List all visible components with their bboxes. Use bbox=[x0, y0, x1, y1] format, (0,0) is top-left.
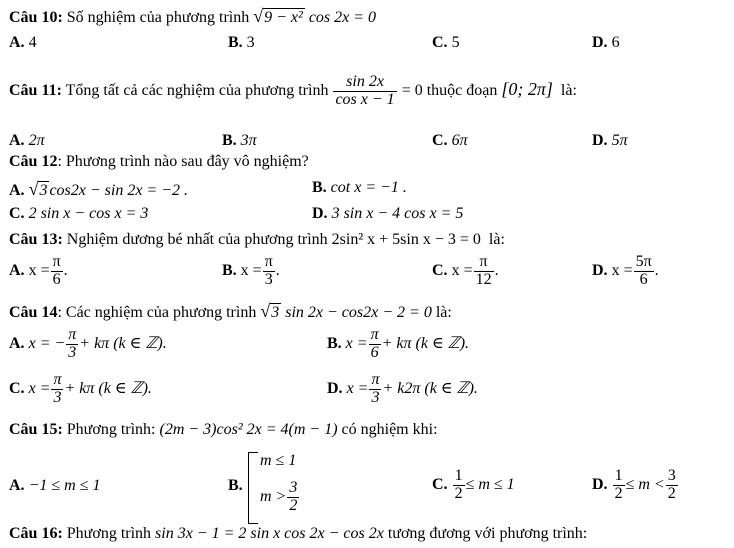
question-label: Câu 14 bbox=[9, 304, 58, 321]
answer-letter: A. bbox=[9, 261, 25, 279]
fraction bbox=[287, 480, 299, 515]
fraction bbox=[453, 468, 465, 503]
answer-pre: x = bbox=[611, 261, 633, 279]
answer-letter: B. bbox=[312, 179, 327, 196]
answer-d bbox=[592, 133, 628, 149]
fraction-denominator: 3 bbox=[53, 388, 62, 406]
equation: (2m − 3)cos² 2x = 4(m − 1) bbox=[159, 421, 338, 438]
answer-letter: A. bbox=[9, 34, 25, 51]
answer-letter: A. bbox=[9, 182, 25, 199]
fraction-numerator: 3 bbox=[667, 467, 676, 484]
answer-letter: D. bbox=[592, 132, 608, 149]
question-text-2: có nghiệm khi: bbox=[341, 421, 438, 438]
fraction bbox=[51, 372, 63, 407]
answer-b bbox=[228, 35, 255, 51]
answer-c bbox=[9, 372, 152, 407]
fraction-denominator: cos x − 1 bbox=[335, 90, 395, 108]
radicand: 9 − x² bbox=[264, 9, 303, 26]
answer-value bbox=[345, 326, 470, 361]
answer-letter: A. bbox=[9, 477, 25, 494]
fraction-numerator: π bbox=[371, 371, 380, 388]
answer-value: 6π bbox=[451, 132, 468, 149]
answer-c bbox=[432, 254, 499, 289]
system-bracket bbox=[248, 452, 258, 524]
answer-letter: D. bbox=[327, 379, 343, 397]
answer-c bbox=[432, 468, 515, 503]
answer-d bbox=[327, 372, 478, 407]
question-label: Câu 13: bbox=[9, 231, 63, 248]
fraction-denominator: 6 bbox=[639, 270, 648, 288]
answer-value bbox=[28, 371, 152, 406]
question-text: Phương trình bbox=[66, 525, 152, 542]
answer-value: 3 bbox=[246, 34, 255, 51]
fraction-denominator: 2 bbox=[667, 484, 676, 502]
question-15 bbox=[9, 422, 438, 438]
answer-pre: x = bbox=[451, 261, 473, 279]
equation bbox=[253, 6, 377, 26]
equation-tail: cos 2x = 0 bbox=[308, 9, 377, 26]
answer-letter: B. bbox=[222, 132, 237, 149]
answer-pre: x = bbox=[240, 261, 262, 279]
answer-post: . bbox=[654, 261, 659, 279]
fraction bbox=[634, 254, 654, 289]
question-text-2: tương đương với phương trình: bbox=[387, 525, 588, 542]
fraction-numerator: π bbox=[53, 371, 62, 388]
question-text-2: thuộc đoạn bbox=[426, 81, 498, 99]
fraction-denominator: 6 bbox=[370, 343, 379, 361]
sqrt-symbol: √ bbox=[260, 301, 271, 321]
fraction-denominator: 3 bbox=[68, 343, 77, 361]
answer-value: 5π bbox=[611, 132, 628, 149]
answer-d bbox=[592, 35, 620, 51]
question-text-2: là: bbox=[435, 304, 452, 321]
question-text: Nghiệm dương bé nhất của phương trình bbox=[66, 231, 328, 248]
answer-b bbox=[222, 254, 280, 289]
answer-letter: D. bbox=[312, 205, 328, 222]
fraction-numerator: π bbox=[52, 253, 61, 270]
answer-value: 2 sin x − cos x = 3 bbox=[28, 205, 149, 222]
answer-value: −1 ≤ m ≤ 1 bbox=[28, 477, 101, 494]
fraction-denominator: 12 bbox=[475, 270, 492, 288]
answer-c bbox=[432, 133, 468, 149]
fraction-denominator: 2 bbox=[289, 496, 298, 514]
answer-post: + k2π (k ∈ ℤ). bbox=[382, 379, 478, 397]
answer-d bbox=[592, 254, 659, 289]
fraction-numerator: π bbox=[264, 253, 273, 270]
fraction bbox=[474, 254, 494, 289]
equation-rest: sin 2x − cos2x − 2 = 0 bbox=[285, 304, 432, 321]
fraction bbox=[51, 254, 63, 289]
fraction-numerator: π bbox=[474, 254, 494, 272]
answer-letter: A. bbox=[9, 132, 25, 149]
fraction bbox=[333, 74, 396, 109]
question-label: Câu 11: bbox=[9, 81, 62, 99]
answer-rest: cos2x − sin 2x = −2 . bbox=[49, 182, 189, 199]
question-text: Số nghiệm của phương trình bbox=[66, 9, 250, 26]
answer-letter: D. bbox=[592, 475, 608, 493]
answer-b bbox=[327, 327, 469, 362]
answer-letter: D. bbox=[592, 34, 608, 51]
fraction-numerator: π bbox=[370, 326, 379, 343]
system-row-2 bbox=[260, 480, 300, 515]
answer-d bbox=[312, 206, 463, 222]
question-14 bbox=[9, 302, 452, 321]
answer-pre: x = bbox=[345, 334, 368, 352]
fraction bbox=[369, 372, 381, 407]
fraction-denominator: 6 bbox=[52, 270, 61, 288]
answer-letter: D. bbox=[592, 261, 608, 279]
answer-c bbox=[9, 206, 148, 222]
answer-a bbox=[9, 478, 100, 494]
question-label: Câu 16: bbox=[9, 525, 63, 542]
interval: [0; 2π] bbox=[501, 78, 553, 99]
question-12 bbox=[9, 154, 309, 170]
equation: sin 3x − 1 = 2 sin x cos 2x − cos 2x bbox=[155, 525, 384, 542]
fraction-numerator: 3 bbox=[289, 479, 298, 496]
answer-b-letter: B. bbox=[228, 477, 243, 494]
answer-post: ≤ m ≤ 1 bbox=[465, 475, 515, 493]
fraction-denominator: 3 bbox=[371, 388, 380, 406]
answer-value: 6 bbox=[611, 34, 620, 51]
fraction-numerator: 1 bbox=[454, 467, 463, 484]
question-text: Phương trình: bbox=[66, 421, 156, 438]
fraction-denominator: 2 bbox=[614, 484, 623, 502]
question-text: : Phương trình nào sau đây vô nghiệm? bbox=[57, 153, 309, 170]
question-label: Câu 15: bbox=[9, 421, 63, 438]
fraction-numerator: 5π bbox=[635, 253, 652, 270]
answer-value bbox=[28, 179, 189, 199]
answer-letter: C. bbox=[9, 205, 25, 222]
answer-letter: B. bbox=[222, 261, 237, 279]
answer-a bbox=[9, 327, 167, 362]
answer-post: . bbox=[63, 261, 68, 279]
answer-pre: x = bbox=[28, 379, 51, 397]
answer-b bbox=[312, 180, 407, 196]
question-label: Câu 12 bbox=[9, 153, 58, 170]
answer-letter: C. bbox=[432, 132, 448, 149]
fraction bbox=[66, 327, 78, 362]
answer-post: . bbox=[275, 261, 280, 279]
fraction bbox=[369, 327, 381, 362]
answer-post: + kπ (k ∈ ℤ). bbox=[79, 334, 167, 352]
answer-pre: x = − bbox=[28, 334, 66, 352]
answer-letter: C. bbox=[432, 475, 448, 493]
answer-post: + kπ (k ∈ ℤ). bbox=[64, 379, 152, 397]
question-text: Tổng tất cả các nghiệm của phương trình bbox=[65, 81, 329, 99]
radicand: 3 bbox=[271, 304, 280, 321]
fraction-numerator: sin 2x bbox=[333, 74, 396, 92]
equation-tail: = 0 bbox=[401, 81, 423, 99]
answer-mid: ≤ m < bbox=[625, 475, 665, 493]
radicand: 3 bbox=[39, 182, 48, 199]
question-text-2: là: bbox=[488, 231, 505, 248]
answer-letter: C. bbox=[432, 261, 448, 279]
answer-d bbox=[592, 468, 679, 503]
answer-letter: C. bbox=[432, 34, 448, 51]
question-label: Câu 10: bbox=[9, 9, 63, 26]
answer-letter: C. bbox=[9, 379, 25, 397]
answer-b bbox=[222, 133, 257, 149]
row-pre: m > bbox=[260, 487, 287, 505]
answer-value: cot x = −1 . bbox=[330, 179, 407, 196]
answer-a bbox=[9, 254, 68, 289]
answer-value: 2π bbox=[28, 132, 45, 149]
answer-c bbox=[432, 35, 460, 51]
question-text: : Các nghiệm của phương trình bbox=[57, 304, 257, 321]
answer-value bbox=[346, 371, 478, 406]
fraction-numerator: π bbox=[68, 326, 77, 343]
answer-a bbox=[9, 180, 188, 199]
equation: 2sin² x + 5sin x − 3 = 0 bbox=[331, 231, 481, 248]
question-10 bbox=[9, 7, 376, 26]
answer-pre: x = bbox=[346, 379, 369, 397]
answer-a bbox=[9, 35, 37, 51]
answer-pre: x = bbox=[28, 261, 50, 279]
answer-value: 3 sin x − 4 cos x = 5 bbox=[331, 205, 464, 222]
equation bbox=[260, 301, 432, 321]
sqrt-symbol: √ bbox=[253, 6, 264, 26]
fraction-2 bbox=[666, 468, 678, 503]
question-13 bbox=[9, 232, 505, 248]
fraction-denominator: 3 bbox=[264, 270, 273, 288]
answer-value: 4 bbox=[28, 34, 37, 51]
question-16 bbox=[9, 526, 587, 542]
question-text-3: là: bbox=[560, 81, 577, 99]
answer-value: 3π bbox=[240, 132, 257, 149]
question-11 bbox=[9, 74, 577, 109]
system-row-1: m ≤ 1 bbox=[260, 452, 297, 469]
answer-letter: A. bbox=[9, 334, 25, 352]
fraction bbox=[263, 254, 275, 289]
answer-a bbox=[9, 133, 45, 149]
answer-letter: B. bbox=[228, 34, 243, 51]
answer-letter: B. bbox=[327, 334, 342, 352]
fraction-denominator: 2 bbox=[454, 484, 463, 502]
answer-value: 5 bbox=[451, 34, 460, 51]
answer-value bbox=[28, 326, 167, 361]
answer-post: . bbox=[494, 261, 499, 279]
sqrt-symbol: √ bbox=[28, 179, 39, 199]
fraction-numerator: 1 bbox=[614, 467, 623, 484]
fraction bbox=[613, 468, 625, 503]
answer-post: + kπ (k ∈ ℤ). bbox=[381, 334, 470, 352]
